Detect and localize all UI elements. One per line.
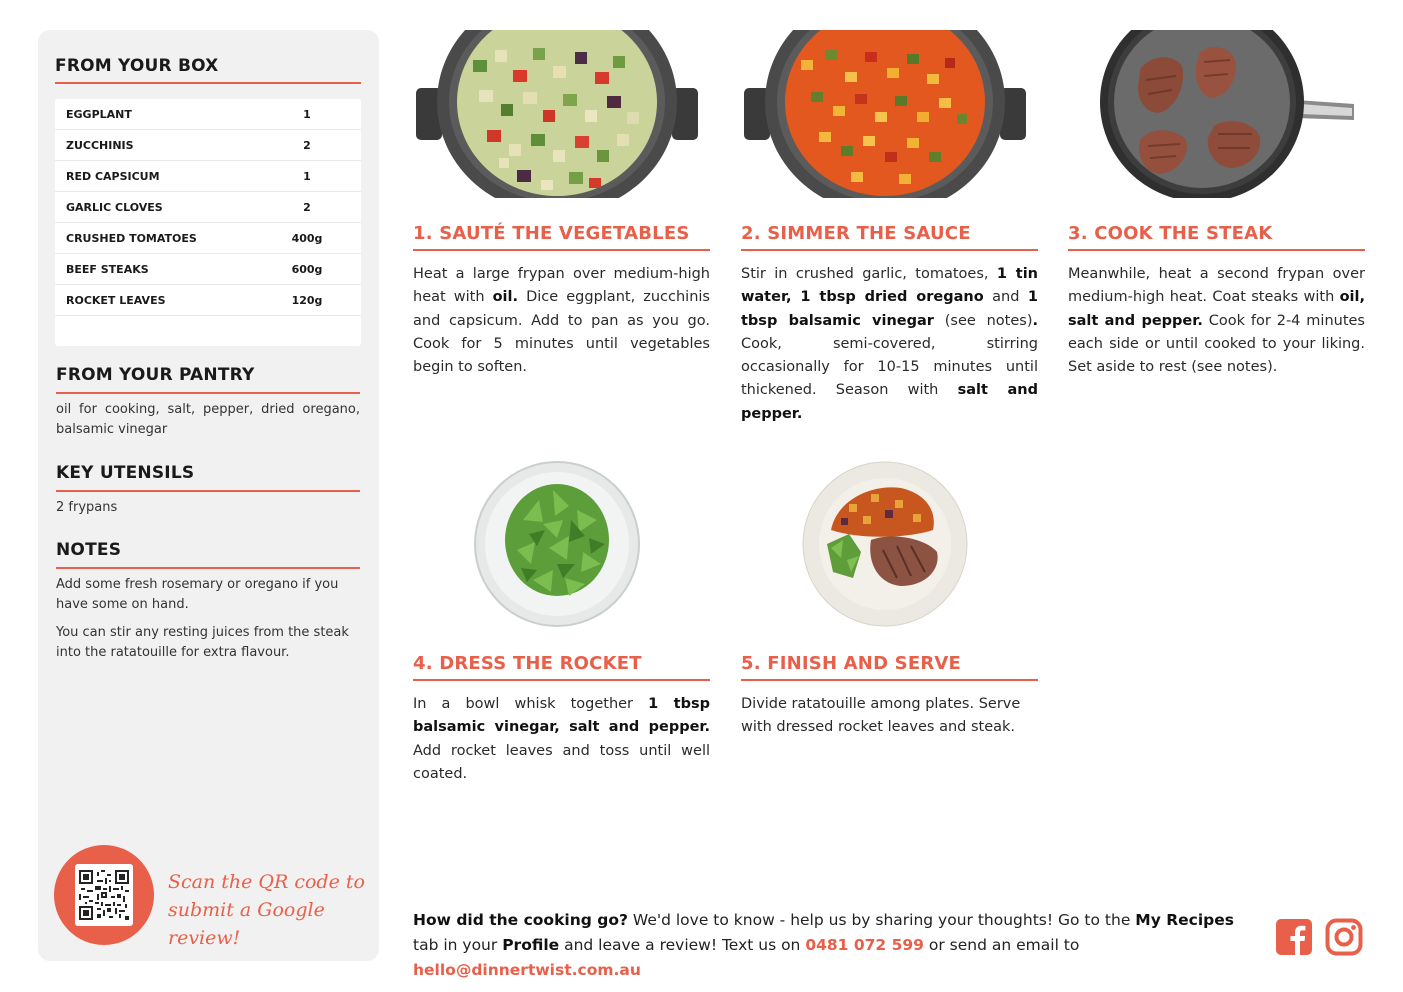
facebook-icon[interactable]	[1275, 918, 1313, 956]
step-title: 5. FINISH AND SERVE	[741, 653, 962, 674]
table-row	[55, 130, 361, 161]
table-row	[55, 161, 361, 192]
phone-link[interactable]: 0481 072 599	[805, 936, 924, 954]
table-row-empty	[55, 316, 361, 346]
ingredient-qty: 1	[303, 169, 311, 183]
qr-review-prompt	[168, 868, 368, 952]
step-title: 2. SIMMER THE SAUCE	[741, 223, 971, 244]
key-utensils-heading: KEY UTENSILS	[56, 463, 195, 483]
ingredient-name: EGGPLANT	[66, 107, 132, 121]
rocket-bowl-image	[473, 460, 641, 628]
ingredient-qty: 2	[303, 200, 311, 214]
ingredient-name: CRUSHED TOMATOES	[66, 231, 197, 245]
notes-heading-rule	[56, 567, 360, 569]
vegetables-pan-image	[413, 30, 701, 198]
utensils-heading-rule	[56, 490, 360, 492]
step-3	[1068, 223, 1365, 379]
step-rule	[741, 249, 1038, 251]
note-item: You can stir any resting juices from the steak into the ratatouille for extra flavour.	[56, 625, 349, 660]
step-title: 3. COOK THE STEAK	[1068, 223, 1273, 244]
ingredients-sidebar	[38, 30, 379, 961]
qr-prompt-line: submit a Google review!	[168, 899, 325, 949]
table-row	[55, 99, 361, 130]
step-title: 1. SAUTÉ THE VEGETABLES	[413, 223, 690, 244]
step-title: 4. DRESS THE ROCKET	[413, 653, 642, 674]
box-ingredients-table	[55, 99, 361, 346]
qr-prompt-line: Scan the QR code to	[168, 871, 365, 893]
instagram-icon[interactable]	[1325, 918, 1363, 956]
table-row	[55, 192, 361, 223]
table-row	[55, 254, 361, 285]
step-4	[413, 653, 710, 786]
review-footer: How did the cooking go? We'd love to know - help us by sharing your thoughts! Go to the My Recipes tab in your Profile and leave a review! Text us on 0481 072 599 or send an email to hello@dinnertwist.com.au	[413, 911, 1234, 979]
step-rule	[413, 249, 710, 251]
qr-code-icon[interactable]	[75, 864, 133, 926]
note-item: Add some fresh rosemary or oregano if you have some on hand.	[56, 577, 339, 612]
ingredient-name: ROCKET LEAVES	[66, 293, 166, 307]
table-row	[55, 285, 361, 316]
finished-plate-image	[801, 460, 969, 628]
notes-heading: NOTES	[56, 540, 122, 560]
step-5	[741, 653, 1038, 740]
email-link[interactable]: hello@dinnertwist.com.au	[413, 961, 641, 979]
step-instructions: Meanwhile, heat a second frypan over medium-high heat. Coat steaks with oil, salt and pepper. Cook for 2-4 minutes each side or until cooked to your liking. Set aside to rest (see notes).	[1068, 266, 1365, 376]
step-1	[413, 223, 710, 379]
ingredient-qty: 1	[303, 107, 311, 121]
ingredient-name: BEEF STEAKS	[66, 262, 149, 276]
qr-badge[interactable]	[54, 845, 154, 945]
notes-list	[56, 575, 360, 663]
ingredient-name: ZUCCHINIS	[66, 138, 134, 152]
step-rule	[741, 679, 1038, 681]
ingredient-name: RED CAPSICUM	[66, 169, 160, 183]
sauce-pan-image	[741, 30, 1029, 198]
step-rule	[413, 679, 710, 681]
pantry-text: oil for cooking, salt, pepper, dried oregano, balsamic vinegar	[56, 402, 360, 437]
ingredient-qty: 120g	[291, 293, 323, 307]
step-instructions: Divide ratatouille among plates. Serve with dressed rocket leaves and steak.	[741, 696, 1021, 736]
table-row	[55, 223, 361, 254]
step-instructions: Heat a large frypan over medium-high heat with oil. Dice eggplant, zucchinis and capsicum. Add to pan as you go. Cook for 5 minutes until vegetables begin to soften.	[413, 266, 710, 376]
utensils-text: 2 frypans	[56, 500, 118, 515]
step-instructions: Stir in crushed garlic, tomatoes, 1 tin water, 1 tbsp dried oregano and 1 tbsp balsamic vinegar (see notes). Cook, semi-covered, stirring occasionally for 10-15 minutes until thickened. Season with salt and pepper.	[741, 266, 1039, 422]
steak-pan-image	[1068, 30, 1358, 198]
pantry-heading-rule	[56, 392, 360, 394]
from-your-box-heading: FROM YOUR BOX	[55, 56, 219, 76]
step-instructions: In a bowl whisk together 1 tbsp balsamic vinegar, salt and pepper. Add rocket leaves and toss until well coated.	[413, 696, 710, 782]
step-rule	[1068, 249, 1365, 251]
ingredient-name: GARLIC CLOVES	[66, 200, 163, 214]
ingredient-qty: 600g	[291, 262, 323, 276]
ingredient-qty: 2	[303, 138, 311, 152]
box-heading-rule	[55, 82, 361, 84]
ingredient-qty: 400g	[291, 231, 323, 245]
step-2	[741, 223, 1038, 426]
from-your-pantry-heading: FROM YOUR PANTRY	[56, 365, 255, 385]
